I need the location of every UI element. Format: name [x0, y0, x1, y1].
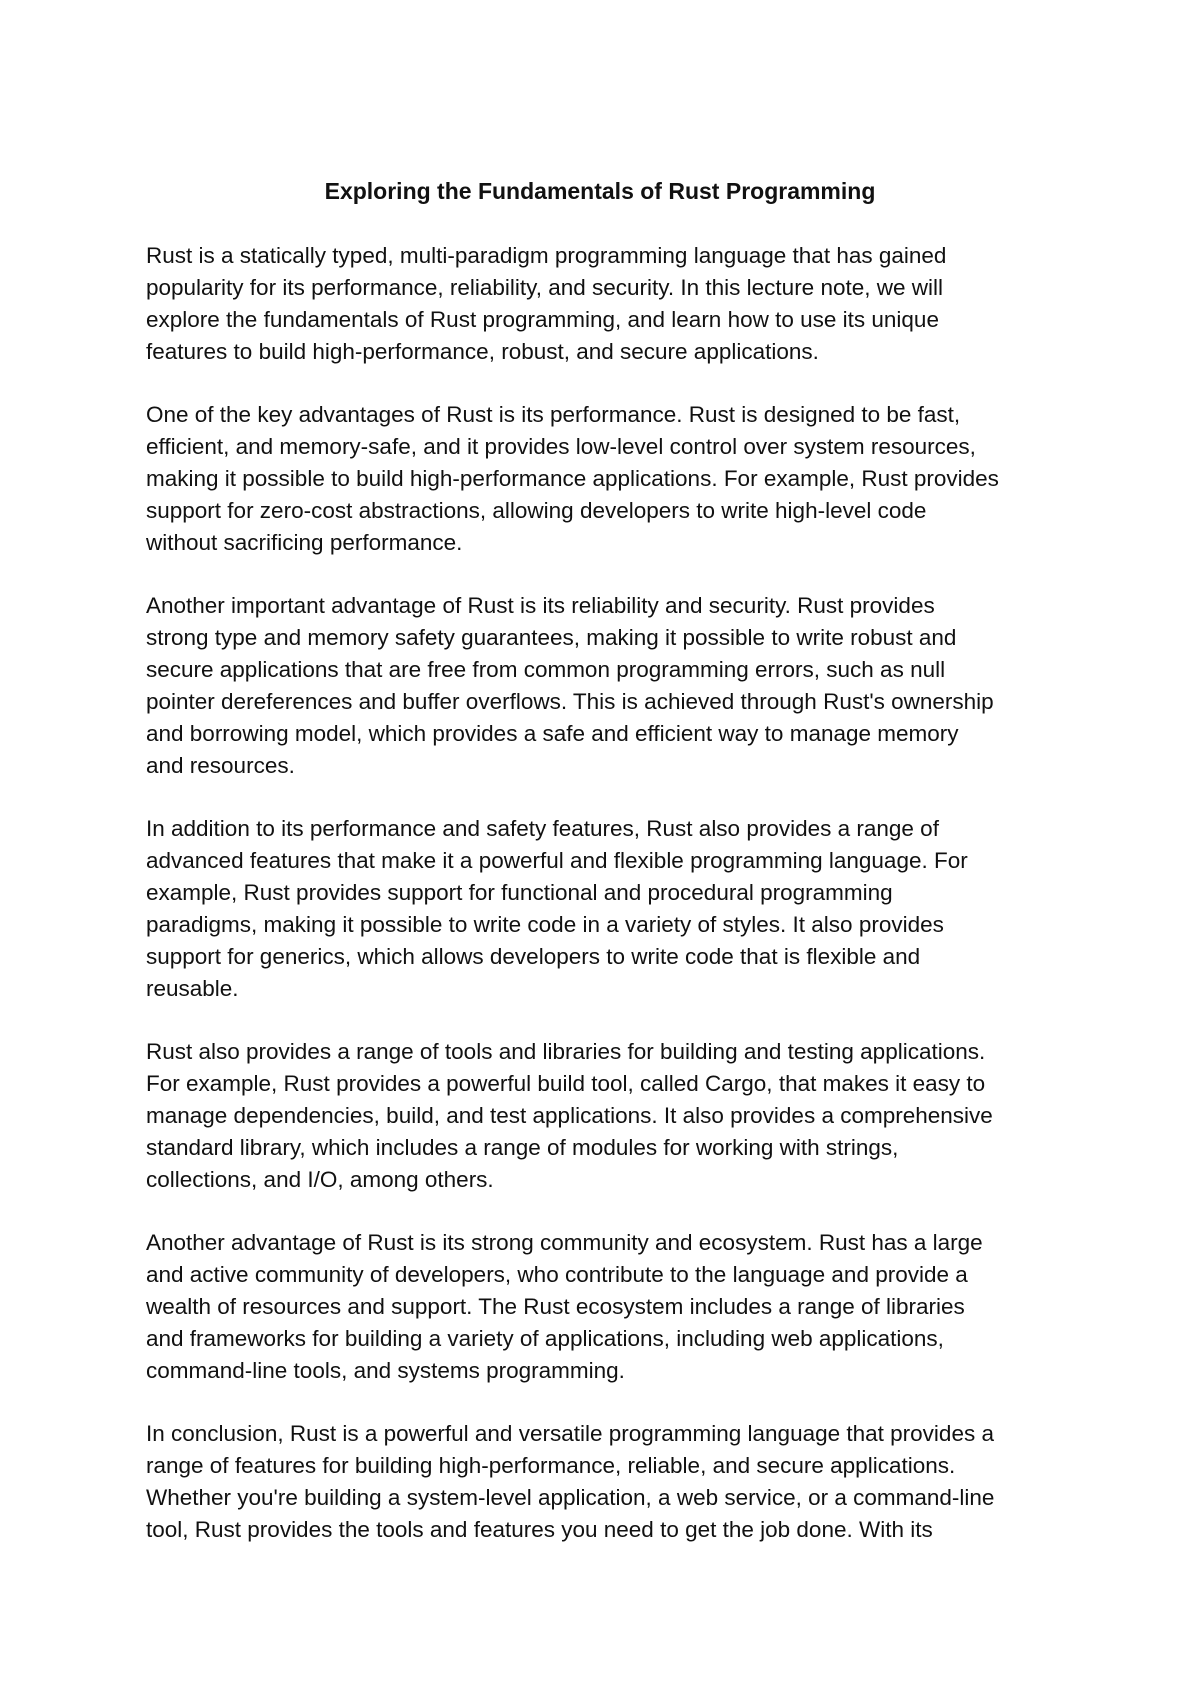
text-line: support for generics, which allows developers to write code that is flexible and	[146, 944, 921, 969]
paragraph-introduction	[146, 240, 1106, 368]
text-line: reusable.	[146, 976, 239, 1001]
text-line: collections, and I/O, among others.	[146, 1167, 494, 1192]
text-line: and frameworks for building a variety of applications, including web applications,	[146, 1326, 944, 1351]
text-line: without sacrificing performance.	[146, 530, 463, 555]
document-title: Exploring the Fundamentals of Rust Programming	[324, 178, 876, 204]
text-line: Whether you're building a system-level application, a web service, or a command-line	[146, 1485, 995, 1510]
text-line: advanced features that make it a powerful and flexible programming language. For	[146, 848, 968, 873]
paragraph-tools	[146, 1036, 1106, 1196]
text-line: wealth of resources and support. The Rust ecosystem includes a range of libraries	[146, 1294, 965, 1319]
text-line: Another important advantage of Rust is its reliability and security. Rust provides	[146, 593, 935, 618]
text-line: paradigms, making it possible to write code in a variety of styles. It also provides	[146, 912, 944, 937]
text-line: efficient, and memory-safe, and it provides low-level control over system resources,	[146, 434, 976, 459]
text-line: popularity for its performance, reliability, and security. In this lecture note, we will	[146, 275, 944, 300]
text-line: making it possible to build high-performance applications. For example, Rust provides	[146, 466, 999, 491]
text-line: and borrowing model, which provides a safe and efficient way to manage memory	[146, 721, 959, 746]
text-line: command-line tools, and systems programming.	[146, 1358, 625, 1383]
paragraph-performance	[146, 399, 1106, 559]
text-line: features to build high-performance, robust, and secure applications.	[146, 339, 819, 364]
text-line: In addition to its performance and safety features, Rust also provides a range of	[146, 816, 939, 841]
text-line: and active community of developers, who contribute to the language and provide a	[146, 1262, 968, 1287]
text-line: strong type and memory safety guarantees, making it possible to write robust and	[146, 625, 957, 650]
document-body	[146, 240, 1106, 1577]
text-line: One of the key advantages of Rust is its performance. Rust is designed to be fast,	[146, 402, 961, 427]
text-line: support for zero-cost abstractions, allowing developers to write high-level code	[146, 498, 927, 523]
text-line: and resources.	[146, 753, 295, 778]
text-line: range of features for building high-performance, reliable, and secure applications.	[146, 1453, 956, 1478]
text-line: secure applications that are free from common programming errors, such as null	[146, 657, 946, 682]
text-line: Rust is a statically typed, multi-paradigm programming language that has gained	[146, 243, 947, 268]
text-line: In conclusion, Rust is a powerful and versatile programming language that provides a	[146, 1421, 994, 1446]
text-line: explore the fundamentals of Rust programming, and learn how to use its unique	[146, 307, 939, 332]
text-line: Another advantage of Rust is its strong community and ecosystem. Rust has a large	[146, 1230, 983, 1255]
text-line: manage dependencies, build, and test applications. It also provides a comprehensive	[146, 1103, 993, 1128]
text-line: Rust also provides a range of tools and libraries for building and testing applications.	[146, 1039, 986, 1064]
text-line: tool, Rust provides the tools and features you need to get the job done. With its	[146, 1517, 933, 1542]
text-line: standard library, which includes a range of modules for working with strings,	[146, 1135, 899, 1160]
text-line: example, Rust provides support for functional and procedural programming	[146, 880, 893, 905]
paragraph-reliability	[146, 590, 1106, 782]
paragraph-community	[146, 1227, 1106, 1387]
text-line: pointer dereferences and buffer overflows. This is achieved through Rust's ownership	[146, 689, 994, 714]
text-line: For example, Rust provides a powerful build tool, called Cargo, that makes it easy to	[146, 1071, 986, 1096]
paragraph-advanced-features	[146, 813, 1106, 1005]
paragraph-conclusion	[146, 1418, 1106, 1546]
